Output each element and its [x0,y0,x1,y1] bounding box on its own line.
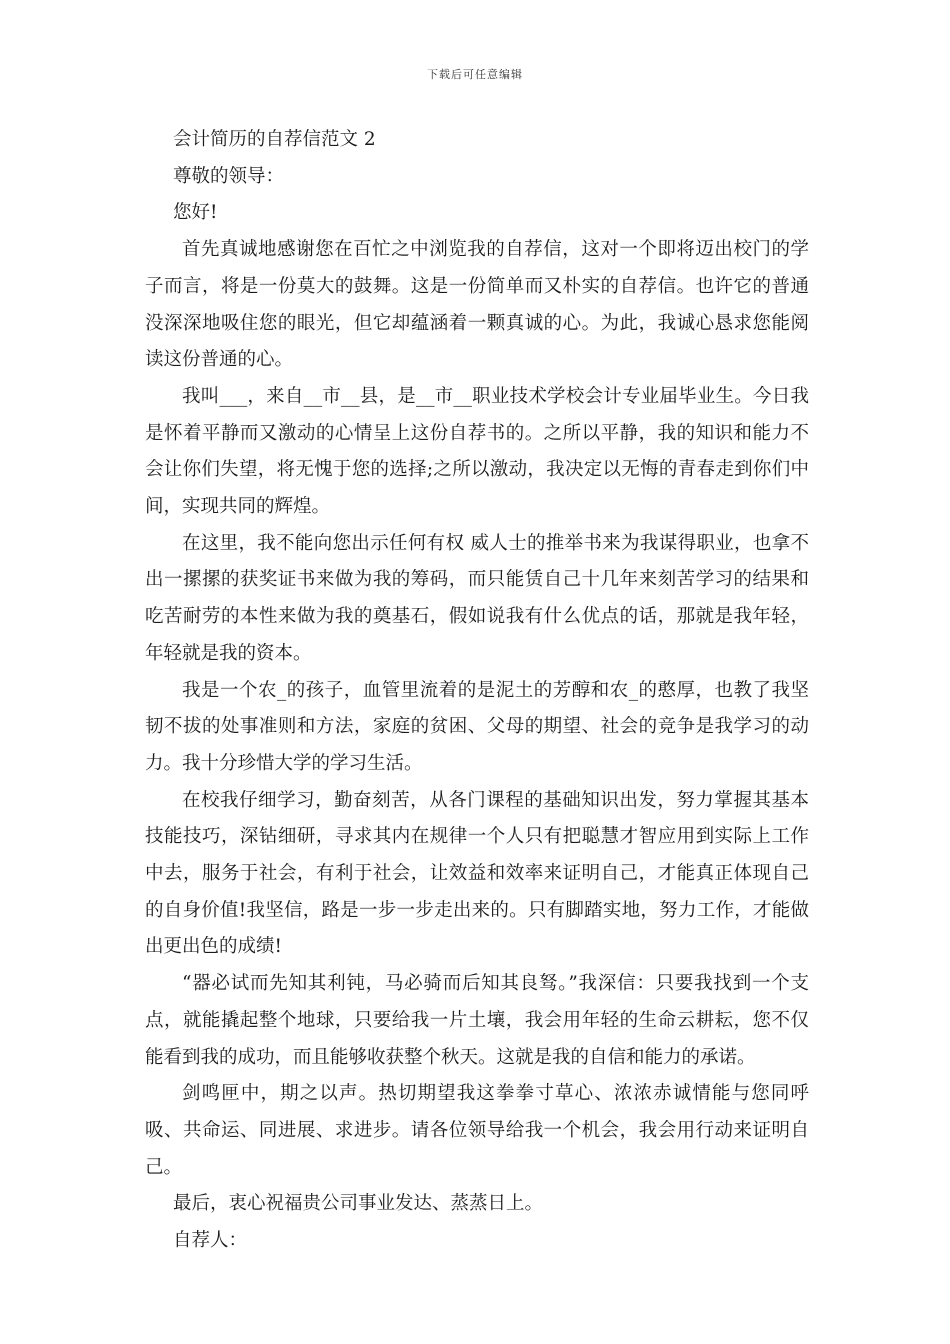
letter-signature: 自荐人： [173,1230,248,1252]
paragraph-intro: 首先真诚地感谢您在百忙之中浏览我的自荐信，这对一个即将迈出校门的学子而言，将是一份莫大的鼓舞。这是一份简单而又朴实的自荐信。也许它的普通没深深地吸住您的眼光，但它却蕴涵着一颗真诚的心。为此，我诚心恳求您能阅读这份普通的心。 [145,239,809,371]
paragraph-closing: 最后，衷心祝福贵公司事业发达、蒸蒸日上。 [173,1193,544,1215]
paragraph-belief: “器必试而先知其利钝，马必骑而后知其良驽。”我深信：只要我找到一个支点，就能撬起整个地球，只要给我一片土壤，我会用年轻的生命云耕耘，您不仅能看到我的成功，而且能够收获整个秋天。这就是我的自信和能力的承诺。 [145,973,809,1068]
download-note: 下载后可任意编辑 [427,68,523,81]
paragraph-request: 剑鸣匣中，期之以声。热切期望我这拳拳寸草心、浓浓赤诚情能与您同呼吸、共命运、同进展、求进步。请各位领导给我一个机会，我会用行动来证明自己。 [145,1083,809,1178]
letter-salutation: 尊敬的领导： [173,165,285,187]
letter-greeting: 您好! [173,202,218,224]
paragraph-self-intro: 我叫___，来自__市__县，是__市__职业技术学校会计专业届毕业生。今日我是怀着平静而又激动的心情呈上这份自荐书的。之所以平静，我的知识和能力不会让你们失望，将无愧于您的选择;之所以激动，我决定以无悔的青春走到你们中间，实现共同的辉煌。 [145,385,809,518]
paragraph-youth: 在这里，我不能向您出示任何有权 威人士的推举书来为我谋得职业，也拿不出一摞摞的获奖证书来做为我的筹码，而只能赁自己十几年来刻苦学习的结果和吃苦耐劳的本性来做为我的奠基石，假如说我有什么优点的话，那就是我年轻，年轻就是我的资本。 [145,532,809,664]
letter-title: 会计简历的自荐信范文 2 [173,129,376,150]
paragraph-study: 在校我仔细学习，勤奋刻苦，从各门课程的基础知识出发，努力掌握其基本技能技巧，深钻细研，寻求其内在规律一个人只有把聪慧才智应用到实际上工作中去，服务于社会，有利于社会，让效益和效率来证明自己，才能真正体现自己的自身价值!我坚信，路是一步一步走出来的。只有脚踏实地，努力工作，才能做出更出色的成绩! [145,789,810,958]
paragraph-background: 我是一个农_的孩子，血管里流着的是泥土的芳醇和农_的憨厚，也教了我坚韧不拔的处事准则和方法，家庭的贫困、父母的期望、社会的竞争是我学习的动力。我十分珍惜大学的学习生活。 [145,679,809,774]
letter-body [145,122,809,1260]
